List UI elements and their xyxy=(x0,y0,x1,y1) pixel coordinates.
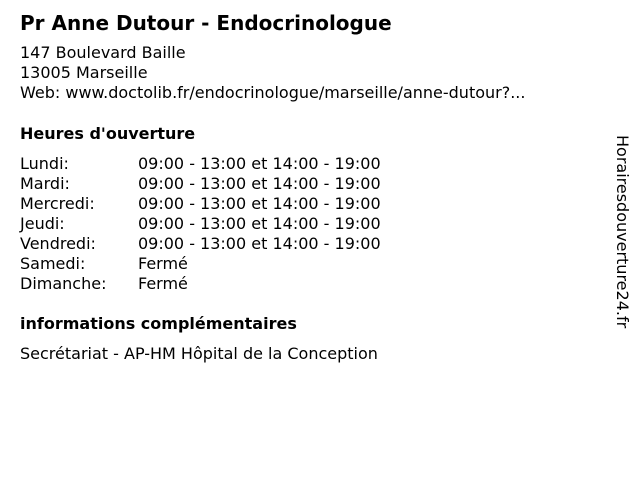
page-title: Pr Anne Dutour - Endocrinologue xyxy=(20,11,392,35)
opening-hours-heading: Heures d'ouverture xyxy=(20,124,196,143)
hours-row-saturday xyxy=(20,254,381,274)
address-block xyxy=(20,43,525,103)
day-label: Dimanche: xyxy=(20,274,107,293)
additional-info-heading: informations complémentaires xyxy=(20,314,297,333)
additional-info-text: Secrétariat - AP-HM Hôpital de la Conception xyxy=(20,344,378,363)
day-label: Jeudi: xyxy=(20,214,65,233)
time-value: 09:00 - 13:00 et 14:00 - 19:00 xyxy=(138,174,381,193)
day-label: Samedi: xyxy=(20,254,86,273)
hours-row-monday xyxy=(20,154,381,174)
address-city: 13005 Marseille xyxy=(20,63,148,82)
website-link[interactable]: Web: www.doctolib.fr/endocrinologue/marseille/anne-dutour?... xyxy=(20,83,526,102)
hours-row-thursday xyxy=(20,214,381,234)
address-street: 147 Boulevard Baille xyxy=(20,43,186,62)
time-value: 09:00 - 13:00 et 14:00 - 19:00 xyxy=(138,194,381,213)
time-value: 09:00 - 13:00 et 14:00 - 19:00 xyxy=(138,214,381,233)
time-value: 09:00 - 13:00 et 14:00 - 19:00 xyxy=(138,234,381,253)
day-label: Mardi: xyxy=(20,174,70,193)
day-label: Vendredi: xyxy=(20,234,96,253)
hours-row-sunday xyxy=(20,274,381,294)
hours-row-wednesday xyxy=(20,194,381,214)
time-value: 09:00 - 13:00 et 14:00 - 19:00 xyxy=(138,154,381,173)
day-label: Lundi: xyxy=(20,154,69,173)
opening-hours-list xyxy=(20,154,381,294)
side-brand-watermark: Horairesdouverture24.fr xyxy=(613,135,632,329)
time-value: Fermé xyxy=(138,254,188,273)
time-value: Fermé xyxy=(138,274,188,293)
hours-row-tuesday xyxy=(20,174,381,194)
hours-row-friday xyxy=(20,234,381,254)
day-label: Mercredi: xyxy=(20,194,95,213)
